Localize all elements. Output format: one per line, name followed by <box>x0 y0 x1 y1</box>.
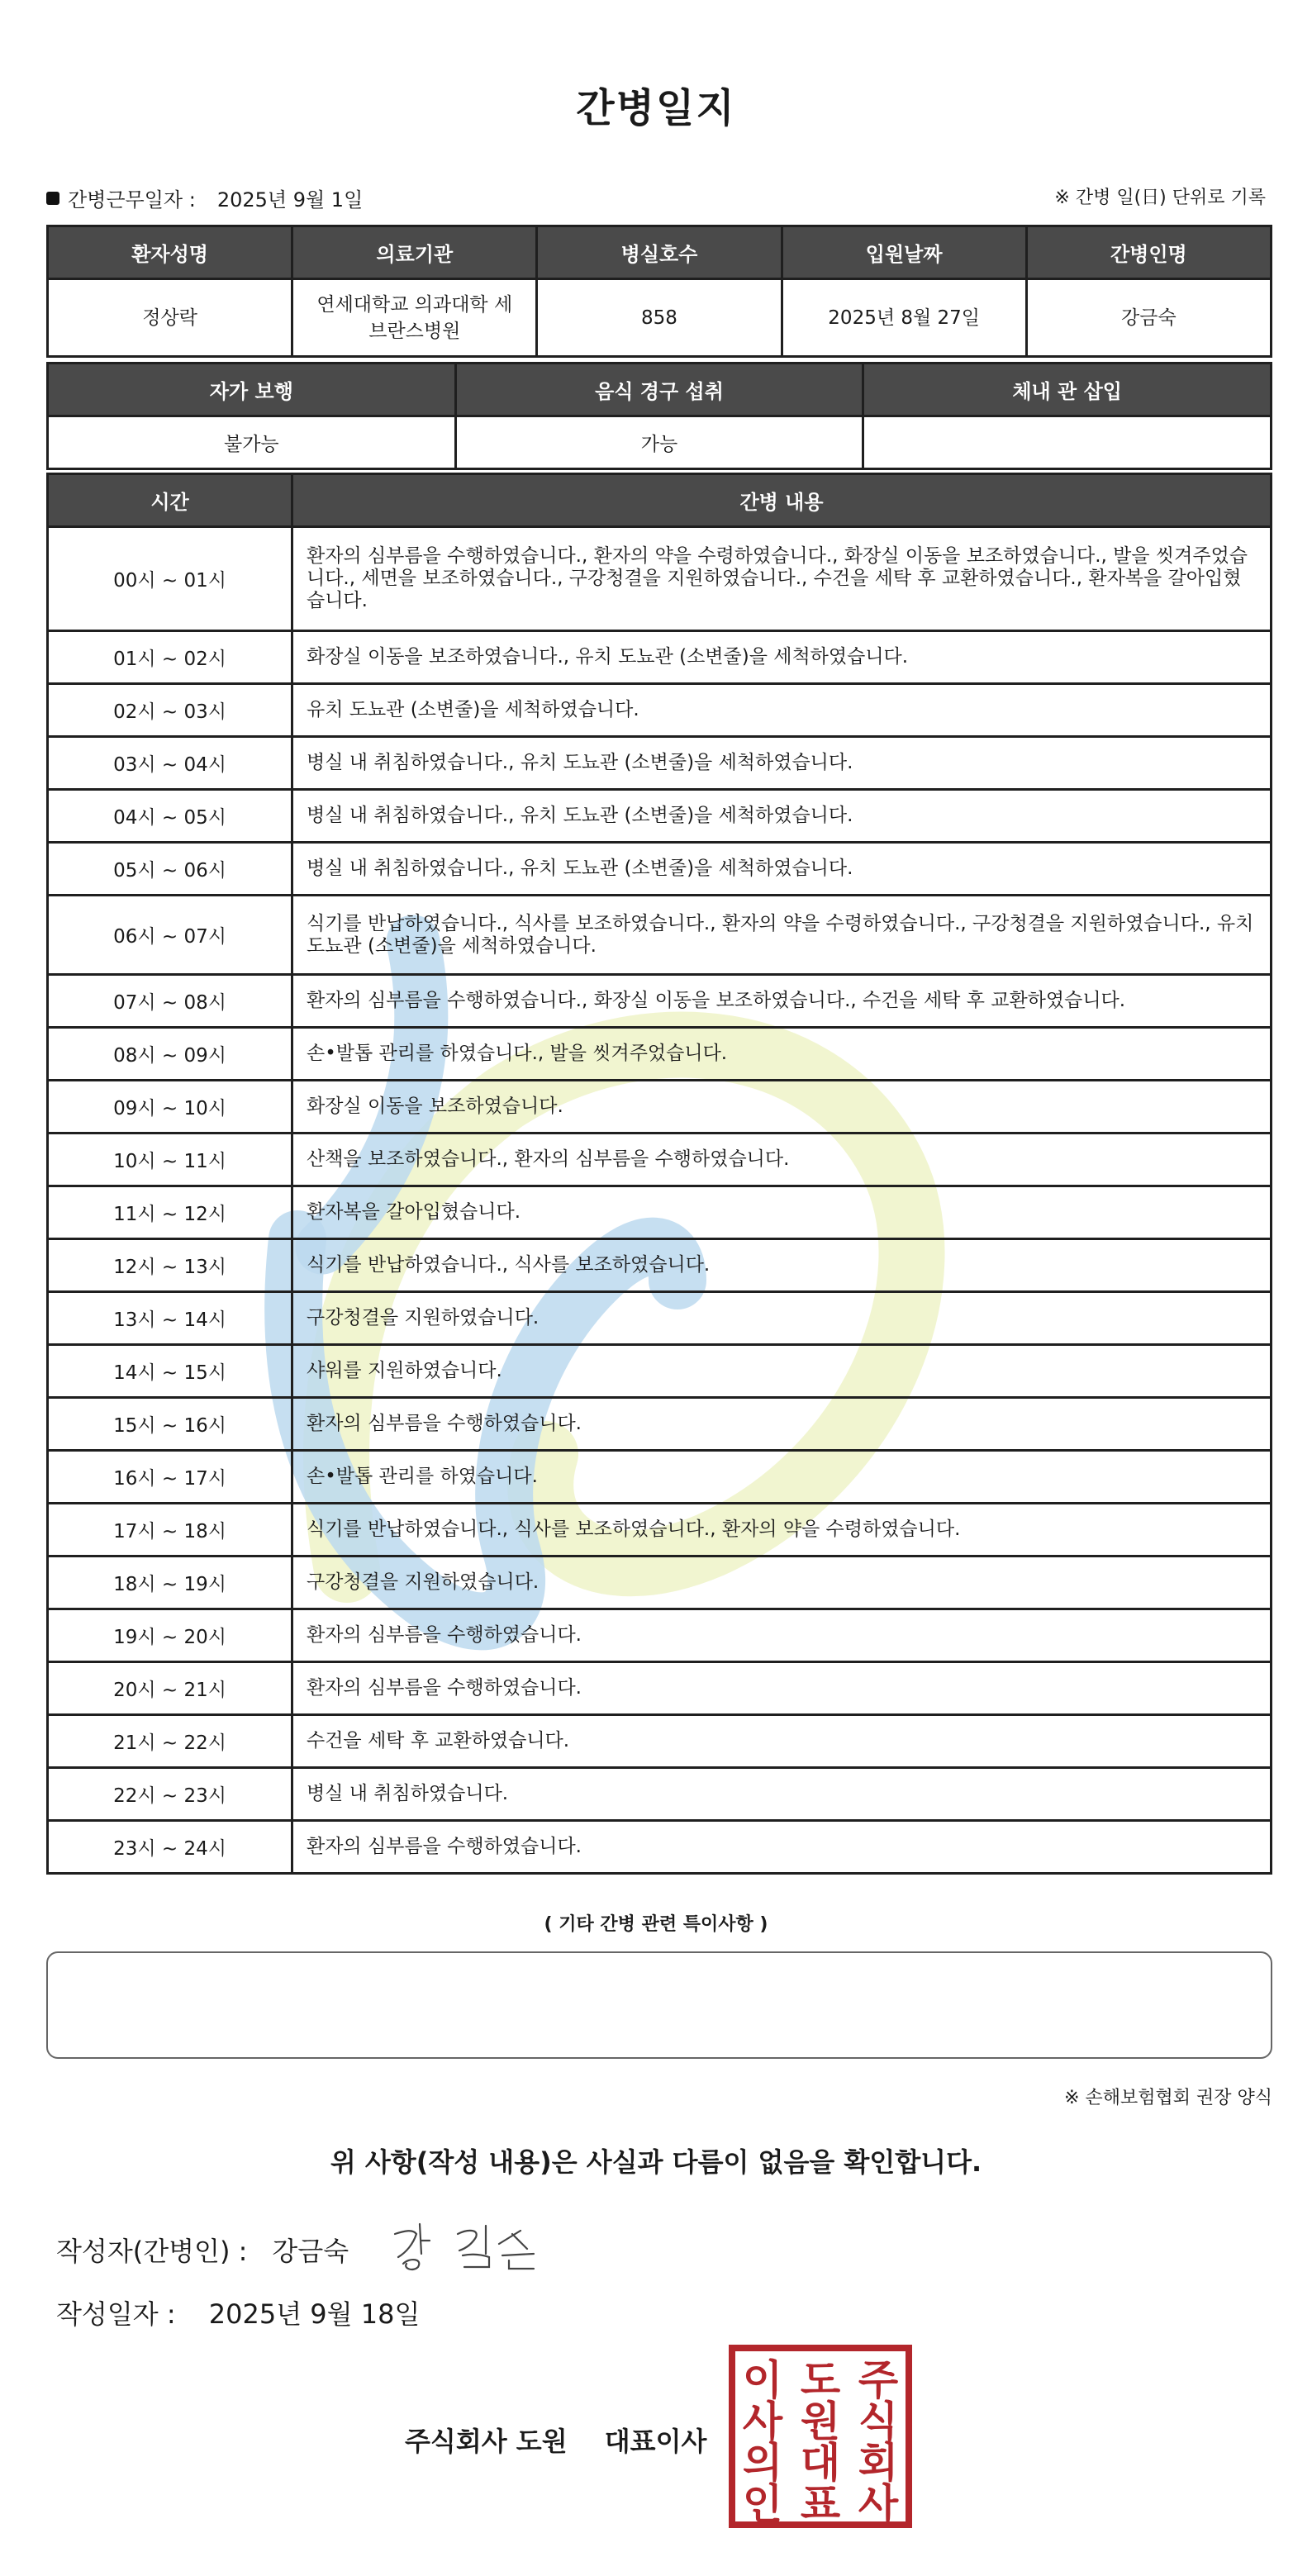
remarks-box <box>46 1951 1272 2059</box>
care-log-content: 샤워를 지원하였습니다. <box>292 1345 1272 1398</box>
written-date-line <box>56 2293 420 2331</box>
room-number-value: 858 <box>537 279 782 357</box>
care-log-time: 09시 ~ 10시 <box>48 1081 292 1134</box>
patient-info-table <box>46 225 1272 358</box>
seal-character: 주 <box>858 2356 899 2404</box>
seal-character: 표 <box>800 2480 841 2528</box>
caregiver-name-value: 강금숙 <box>1026 279 1271 357</box>
seal-character: 사 <box>858 2480 899 2528</box>
care-log-content: 환자의 심부름을 수행하였습니다. <box>292 1821 1272 1874</box>
writer-name: 강금숙 <box>272 2236 349 2267</box>
care-log-time: 05시 ~ 06시 <box>48 843 292 896</box>
writer-label: 작성자(간병인) : <box>56 2236 248 2267</box>
work-date-label: 간병근무일자 : <box>68 188 196 211</box>
work-date-value: 2025년 9월 1일 <box>216 188 364 211</box>
patient-info-value-row <box>48 279 1272 357</box>
care-log-content: 구강청결을 지원하였습니다. <box>292 1557 1272 1609</box>
company-signoff <box>405 2421 706 2459</box>
care-log-row <box>48 975 1272 1028</box>
care-log-time: 16시 ~ 17시 <box>48 1451 292 1504</box>
tube-insertion-value <box>863 416 1272 469</box>
seal-character: 사 <box>742 2398 783 2445</box>
care-log-row <box>48 527 1272 631</box>
seal-character: 회 <box>858 2439 899 2487</box>
header-patient-name: 환자성명 <box>48 226 292 279</box>
care-log-row <box>48 684 1272 737</box>
care-log-time: 10시 ~ 11시 <box>48 1134 292 1186</box>
care-log-content: 산책을 보조하였습니다., 환자의 심부름을 수행하였습니다. <box>292 1134 1272 1186</box>
care-log-content: 화장실 이동을 보조하였습니다., 유치 도뇨관 (소변줄)을 세척하였습니다. <box>292 631 1272 684</box>
care-log-content: 화장실 이동을 보조하였습니다. <box>292 1081 1272 1134</box>
handwritten-signature <box>388 2216 545 2274</box>
care-log-time: 07시 ~ 08시 <box>48 975 292 1028</box>
care-log-row <box>48 1292 1272 1345</box>
header-self-walking: 자가 보행 <box>48 364 456 416</box>
header-hospital: 의료기관 <box>292 226 537 279</box>
oral-intake-value: 가능 <box>455 416 863 469</box>
care-log-content: 식기를 반납하였습니다., 식사를 보조하였습니다. <box>292 1239 1272 1292</box>
header-time: 시간 <box>48 474 292 527</box>
square-bullet-icon <box>46 192 59 205</box>
care-log-content: 식기를 반납하였습니다., 식사를 보조하였습니다., 환자의 약을 수령하였습니다. <box>292 1504 1272 1557</box>
header-admission-date: 입원날짜 <box>782 226 1026 279</box>
care-log-time: 00시 ~ 01시 <box>48 527 292 631</box>
care-log-time: 23시 ~ 24시 <box>48 1821 292 1874</box>
header-room-number: 병실호수 <box>537 226 782 279</box>
admission-date-value: 2025년 8월 27일 <box>782 279 1026 357</box>
seal-character: 인 <box>742 2480 783 2528</box>
seal-character: 의 <box>742 2439 783 2487</box>
seal-character: 대 <box>800 2439 841 2487</box>
care-log-time: 14시 ~ 15시 <box>48 1345 292 1398</box>
writer-line <box>56 2231 349 2269</box>
care-log-row <box>48 1821 1272 1874</box>
care-log-row <box>48 1609 1272 1662</box>
header-care-content: 간병 내용 <box>292 474 1272 527</box>
care-log-content: 병실 내 취침하였습니다. <box>292 1768 1272 1821</box>
remarks-title: ( 기타 간병 관련 특이사항 ) <box>544 1914 768 1935</box>
care-log-time: 08시 ~ 09시 <box>48 1028 292 1081</box>
care-log-time: 02시 ~ 03시 <box>48 684 292 737</box>
patient-info-header-row <box>48 226 1272 279</box>
care-log-row <box>48 1186 1272 1239</box>
care-log-row <box>48 737 1272 790</box>
self-walking-value: 불가능 <box>48 416 456 469</box>
care-log-time: 03시 ~ 04시 <box>48 737 292 790</box>
care-log-content: 유치 도뇨관 (소변줄)을 세척하였습니다. <box>292 684 1272 737</box>
patient-name-value: 정상락 <box>48 279 292 357</box>
recommended-form-note: ※ 손해보험협회 권장 양식 <box>1064 2088 1272 2108</box>
care-log-time: 21시 ~ 22시 <box>48 1715 292 1768</box>
seal-character: 원 <box>800 2398 841 2445</box>
care-log-content: 환자의 심부름을 수행하였습니다. <box>292 1609 1272 1662</box>
patient-condition-table <box>46 362 1272 470</box>
care-log-row <box>48 1028 1272 1081</box>
care-log-content: 환자복을 갈아입혔습니다. <box>292 1186 1272 1239</box>
care-log-row <box>48 1398 1272 1451</box>
care-log-row <box>48 1504 1272 1557</box>
condition-value-row <box>48 416 1272 469</box>
care-log-time: 18시 ~ 19시 <box>48 1557 292 1609</box>
header-caregiver-name: 간병인명 <box>1026 226 1271 279</box>
care-log-row <box>48 1451 1272 1504</box>
care-log-row <box>48 1239 1272 1292</box>
care-log-content: 식기를 반납하였습니다., 식사를 보조하였습니다., 환자의 약을 수령하였습니다., 구강청결을 지원하였습니다., 유치 도뇨관 (소변줄)을 세척하였습니다. <box>292 896 1272 975</box>
care-log-row <box>48 1662 1272 1715</box>
seal-character: 식 <box>858 2398 899 2445</box>
header-oral-intake: 음식 경구 섭취 <box>455 364 863 416</box>
care-log-time: 13시 ~ 14시 <box>48 1292 292 1345</box>
care-log-content: 구강청결을 지원하였습니다. <box>292 1292 1272 1345</box>
care-log-time: 06시 ~ 07시 <box>48 896 292 975</box>
care-log-row <box>48 1081 1272 1134</box>
care-log-table <box>46 473 1272 1875</box>
care-log-time: 04시 ~ 05시 <box>48 790 292 843</box>
header-tube-insertion: 체내 관 삽입 <box>863 364 1272 416</box>
care-log-row <box>48 843 1272 896</box>
care-log-time: 22시 ~ 23시 <box>48 1768 292 1821</box>
care-log-row <box>48 1715 1272 1768</box>
care-log-time: 17시 ~ 18시 <box>48 1504 292 1557</box>
care-log-row <box>48 790 1272 843</box>
company-name: 주식회사 도원 <box>405 2426 568 2457</box>
care-log-header-row <box>48 474 1272 527</box>
document-title: 간병일지 <box>576 85 736 131</box>
care-log-content: 병실 내 취침하였습니다., 유치 도뇨관 (소변줄)을 세척하였습니다. <box>292 843 1272 896</box>
care-log-content: 손•발톱 관리를 하였습니다., 발을 씻겨주었습니다. <box>292 1028 1272 1081</box>
care-log-time: 01시 ~ 02시 <box>48 631 292 684</box>
care-log-row <box>48 631 1272 684</box>
condition-header-row <box>48 364 1272 416</box>
confirmation-statement: 위 사항(작성 내용)은 사실과 다름이 없음을 확인합니다. <box>330 2146 982 2178</box>
care-log-row <box>48 1768 1272 1821</box>
care-log-row <box>48 1134 1272 1186</box>
care-log-time: 19시 ~ 20시 <box>48 1609 292 1662</box>
daily-record-note: ※ 간병 일(日) 단위로 기록 <box>1054 188 1266 208</box>
care-log-content: 환자의 심부름을 수행하였습니다., 화장실 이동을 보조하였습니다., 수건을 세탁 후 교환하였습니다. <box>292 975 1272 1028</box>
care-log-content: 환자의 심부름을 수행하였습니다. <box>292 1662 1272 1715</box>
care-log-content: 손•발톱 관리를 하였습니다. <box>292 1451 1272 1504</box>
care-log-body <box>48 527 1272 1874</box>
work-date-line <box>46 183 363 212</box>
care-log-content: 병실 내 취침하였습니다., 유치 도뇨관 (소변줄)을 세척하였습니다. <box>292 790 1272 843</box>
care-log-time: 11시 ~ 12시 <box>48 1186 292 1239</box>
written-date-value: 2025년 9월 18일 <box>208 2298 421 2330</box>
hospital-value: 연세대학교 의과대학 세브란스병원 <box>292 279 537 357</box>
care-log-time: 20시 ~ 21시 <box>48 1662 292 1715</box>
care-log-time: 15시 ~ 16시 <box>48 1398 292 1451</box>
seal-character: 도 <box>800 2356 841 2404</box>
care-log-row <box>48 896 1272 975</box>
care-log-content: 병실 내 취침하였습니다., 유치 도뇨관 (소변줄)을 세척하였습니다. <box>292 737 1272 790</box>
seal-character: 이 <box>742 2356 783 2404</box>
care-log-content: 수건을 세탁 후 교환하였습니다. <box>292 1715 1272 1768</box>
care-log-row <box>48 1345 1272 1398</box>
care-log-content: 환자의 심부름을 수행하였습니다. <box>292 1398 1272 1451</box>
care-log-row <box>48 1557 1272 1609</box>
ceo-label: 대표이사 <box>604 2426 707 2457</box>
care-log-time: 12시 ~ 13시 <box>48 1239 292 1292</box>
company-seal-stamp <box>727 2343 914 2530</box>
written-date-label: 작성일자 : <box>56 2298 176 2330</box>
care-log-content: 환자의 심부름을 수행하였습니다., 환자의 약을 수령하였습니다., 화장실 이동을 보조하였습니다., 발을 씻겨주었습니다., 세면을 보조하였습니다., 구강청결을 지원하였습니다., 수건을 세탁 후 교환하였습니다., 환자복을 갈아입혔습니다. <box>292 527 1272 631</box>
